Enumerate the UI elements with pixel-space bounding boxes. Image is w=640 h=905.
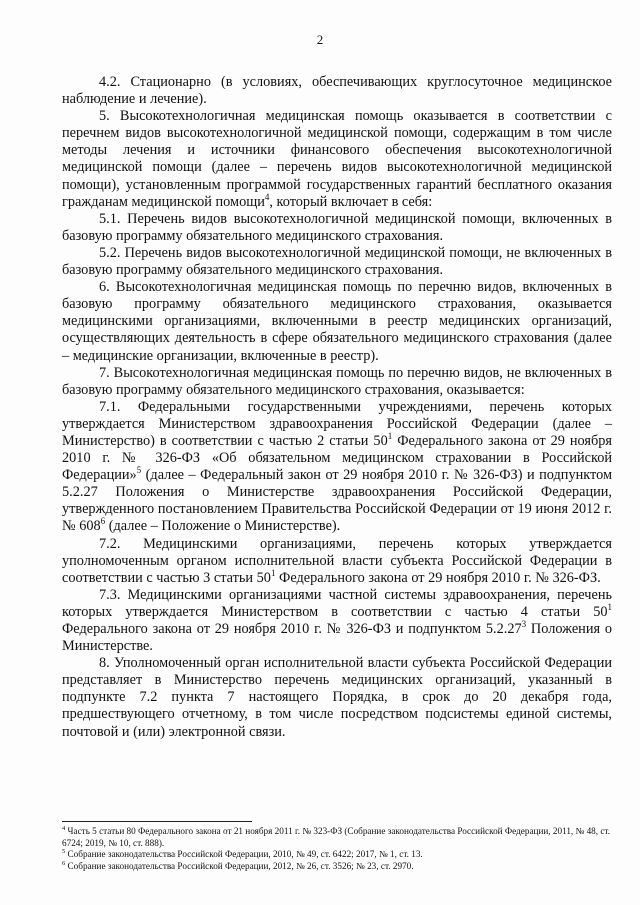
- footnote-ref: 1: [387, 430, 393, 441]
- footnote-mark: 5: [62, 848, 66, 856]
- paragraph-5: [62, 108, 612, 211]
- footnote-mark: 4: [62, 825, 66, 832]
- footnote-ref: 1: [270, 567, 276, 578]
- paragraph-7-2: [62, 536, 612, 587]
- paragraph-6: 6. Высокотехнологичная медицинская помощь по перечню видов, включенных в базовую программу обязательного медицинского страхования, оказывается медицинскими организациями, включенными в реестр медицинских организаций, осуществляющих деятельность в сфере обязательного медицинского страхования (далее – медицинские организации, включенные в реестр).: [62, 279, 612, 364]
- footnote-mark: 6: [62, 859, 66, 867]
- footnote-text: Собрание законодательства Российской Федерации, 2012, № 26, ст. 3526; № 23, ст. 2970.: [65, 860, 414, 871]
- paragraph-text: , который включает в себя:: [269, 193, 433, 210]
- footnote-ref: 5: [136, 465, 142, 476]
- paragraph-text: Федерального закона от 29 ноября 2010 г. № 326-ФЗ и подпунктом 5.2.27: [62, 621, 522, 637]
- paragraph-5-1: 5.1. Перечень видов высокотехнологичной медицинской помощи, включенных в базовую программу обязательного медицинского страхования.: [62, 210, 612, 244]
- document-body: [62, 74, 612, 741]
- footnote-ref: 4: [264, 191, 270, 202]
- footnote-ref: 3: [521, 619, 527, 629]
- page-number: 2: [316, 32, 324, 47]
- paragraph-text: 5. Высокотехнологичная медицинская помощь оказывается в соответствии с перечнем видов высокотехнологичной медицинской помощи, содержащим в том числе методы лечения и источники финансового обеспечения высокотехнологичной медицинской помощи (далее – перечень видов высокотехнологичной медицинской помощи), установленным программой государственных гарантий бесплатного оказания гражданам медицинской помощи: [62, 108, 612, 210]
- paragraph-4-2: 4.2. Стационарно (в условиях, обеспечивающих круглосуточное медицинское наблюдение и лечение).: [62, 74, 612, 108]
- paragraph-text: (далее – Положение о Министерстве).: [105, 518, 341, 535]
- footnote-text: Собрание законодательства Российской Федерации, 2010, № 49, ст. 6422; 2017, № 1, ст. 13.: [65, 849, 423, 860]
- footnote-ref: 1: [607, 601, 612, 612]
- paragraph-5-2: 5.2. Перечень видов высокотехнологичной медицинской помощи, не включенных в базовую программу обязательного медицинского страхования.: [62, 244, 612, 279]
- paragraph-text: Федерального закона от 29 ноября 2010 г. № 326-ФЗ «Об обязательном медицинском страховании в Российской Федерации»: [62, 432, 613, 484]
- footnote-divider: [62, 821, 252, 822]
- paragraph-text: Положения о Министерстве.: [62, 621, 612, 655]
- paragraph-text: 7.2. Медицинскими организациями, перечень которых утверждается уполномоченным органом исполнительной власти субъекта Российской Федерации в соответствии с частью 3 статьи 50: [62, 535, 612, 586]
- paragraph-text: Федерального закона от 29 ноября 2010 г. № 326-ФЗ.: [275, 569, 601, 586]
- paragraph-text: 7.3. Медицинскими организациями частной системы здравоохранения, перечень которых утверждается Министерством в соответствии с частью 4 статьи 50: [62, 586, 612, 620]
- paragraph-7-3: [62, 587, 612, 655]
- paragraph-7: 7. Высокотехнологичная медицинская помощь по перечню видов, не включенных в базовую программу обязательного медицинского страхования, оказывается:: [62, 364, 612, 398]
- footnote-5: [62, 849, 612, 861]
- paragraph-8: 8. Уполномоченный орган исполнительной власти субъекта Российской Федерации представляет в Министерство перечень медицинских организаций, указанный в подпункте 7.2 пункта 7 настоящего Порядка, в срок до 20 декабря года, предшествующего отчетному, в том числе посредством подсистемы единой системы, почтовой и (или) электронной связи.: [62, 655, 612, 740]
- footnote-text: Часть 5 статьи 80 Федерального закона от 21 ноября 2011 г. № 323-ФЗ (Собрание законодательства Российской Федерации, 2011, № 48, ст. 6724; 2019, № 10, ст. 888).: [62, 826, 611, 848]
- paragraph-7-1: [62, 399, 612, 536]
- footnotes: [62, 826, 612, 872]
- footnote-4: [62, 826, 612, 849]
- footnote-ref: 6: [100, 516, 106, 527]
- paragraph-text: (далее – Федеральный закон от 29 ноября 2010 г. № 326-ФЗ) и подпунктом 5.2.27 Положения о Министерстве здравоохранения Российской Федерации, утвержденного постановлением Правительства Российской Федерации от 19 июня 2012 г. № 608: [62, 467, 612, 535]
- paragraph-text: 7.1. Федеральными государственными учреждениями, перечень которых утверждается Министерством здравоохранения Российской Федерации (далее – Министерство) в соответствии с частью 2 статьи 50: [62, 398, 612, 449]
- footnote-6: [62, 861, 612, 873]
